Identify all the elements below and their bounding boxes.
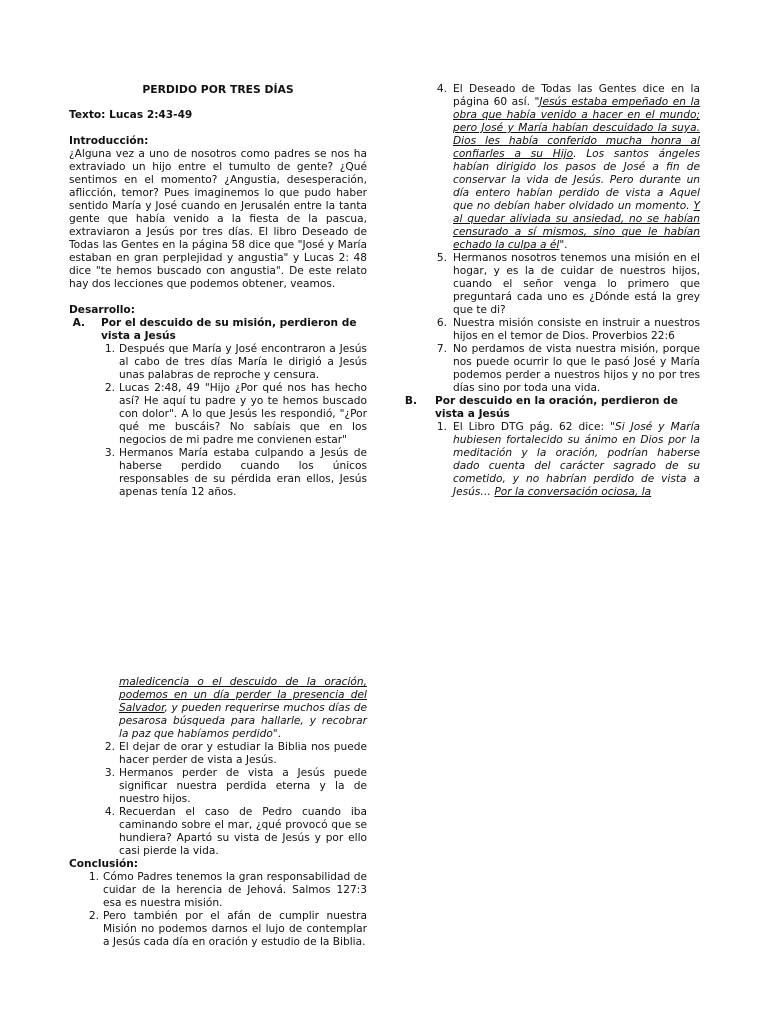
intro-heading: Introducción: — [69, 135, 149, 147]
list-item: 3. Hermanos perder de vista a Jesús puede significar nuestra perdida eterna y la de nuestro hijos. — [104, 767, 367, 805]
section-b-heading — [404, 395, 700, 421]
bottom-section — [69, 676, 367, 949]
scripture-reference: Texto: Lucas 2:43-49 — [69, 109, 193, 121]
item-4-text: El Deseado de Todas las Gentes dice en la página 60 así. "Jesús estaba empeñado en la obra que había venido a hacer en el mundo; pero José y María habían descuidado la suya. Dios les había conferido mucha honra al confiarles a su Hijo. Los santos ángeles habían dirigido los pasos de José a fin de conservar la vida de Jesús. Pero durante un día entero habían perdido de vista a Aquel que no debían haber olvidado un momento. Y al quedar aliviada su ansiedad, no se habían censurado a sí mismos, sino que le habían echado la culpa a él". — [453, 83, 701, 251]
section-a-title: Por el descuido de su misión, perdieron de vista a Jesús — [101, 317, 357, 342]
item-b1-text: El Libro DTG pág. 62 dice: "Si José y María hubiesen fortalecido su ánimo en Dios por la meditación y la oración, podrían haberse dado cuenta del carácter sagrado de su cometido, y no habrían perdido de vista a Jesús… Por la conversación ociosa, la — [453, 421, 701, 498]
section-b-title: Por descuido en la oración, perdieron de vista a Jesús — [435, 395, 678, 420]
list-item: 2. Pero también por el afán de cumplir nuestra Misión no podemos darnos el lujo de contemplar a Jesús cada día en oración y estudio de la Biblia. — [88, 910, 367, 948]
section-a-letter: A. — [72, 317, 85, 329]
right-column — [404, 83, 701, 499]
list-item: 4. Recuerdan el caso de Pedro cuando iba caminando sobre el mar, ¿qué provocó que se hundiera? Apartó su vista de Jesús y por ello casi pierde la vida. — [104, 806, 367, 857]
list-item: 1. El Libro DTG pág. 62 dice: "Si José y María hubiesen fortalecido su ánimo en Dios por la meditación y la oración, podrían haberse dado cuenta del carácter sagrado de su cometido, y no habrían perdido de vista a Jesús… Por la conversación ociosa, la — [436, 421, 701, 498]
desarrollo-heading: Desarrollo: — [69, 304, 135, 316]
list-item: 2. El dejar de orar y estudiar la Biblia nos puede hacer perder de vista a Jesús. — [104, 741, 367, 766]
list-item: 7. No perdamos de vista nuestra misión, porque nos puede ocurrir lo que le pasó José y María podemos perder a nuestros hijos y no por tres días sino por toda una vida. — [436, 343, 700, 394]
page-title: PERDIDO POR TRES DÍAS — [142, 83, 294, 96]
conclusion-heading: Conclusión: — [69, 858, 139, 870]
left-column — [69, 83, 367, 499]
section-a-heading — [69, 317, 367, 343]
intro-paragraph: ¿Alguna vez a uno de nosotros como padres se nos ha extraviado un hijo entre el tumulto de gente? ¿Qué sentimos en el momento? ¿Angustia, desesperación, aflicción, temor? Pues imaginemos lo que pudo haber sentido María y José cuando en Jerusalén entre la tanta gente que había venido a la fiesta de la pascua, extraviaron a Jesús por tres días. El libro Deseado de Todas las Gentes en la página 58 dice que "José y María estaban en gran perplejidad y angustia" y Lucas 2: 48 dice "te hemos buscado con angustia". De este relato hay dos lecciones que podemos obtener, veamos. — [69, 148, 367, 290]
list-item: 5. Hermanos nosotros tenemos una misión en el hogar, y es la de cuidar de nuestros hijos, cuando el señor venga lo primero que preguntará cada uno es ¿Dónde está la grey que te di? — [436, 252, 700, 316]
list-item: 2. Lucas 2:48, 49 "Hijo ¿Por qué nos has hecho así? He aquí tu padre y yo te hemos buscado con dolor". A lo que Jesús les respondió, "¿Por qué me buscáis? No sabíais que en los negocios de mi padre me convienen estar" — [104, 382, 367, 446]
list-item: 3. Hermanos María estaba culpando a Jesús de haberse perdido cuando los únicos responsables de su pérdida eran ellos, Jesús apenas tenía 12 años. — [104, 447, 367, 498]
list-item: 1. Después que María y José encontraron a Jesús al cabo de tres días María le dirigió a Jesús unas palabras de reproche y censura. — [104, 343, 367, 381]
list-item: 1. Cómo Padres tenemos la gran responsabilidad de cuidar de la herencia de Jehová. Salmos 127:3 esa es nuestra misión. — [88, 871, 367, 909]
list-item: 6. Nuestra misión consiste en instruir a nuestros hijos en el temor de Dios. Proverbios 22:6 — [436, 317, 700, 342]
list-item: 4. El Deseado de Todas las Gentes dice en la página 60 así. "Jesús estaba empeñado en la obra que había venido a hacer en el mundo; pero José y María habían descuidado la suya. Dios les había conferido mucha honra al confiarles a su Hijo. Los santos ángeles habían dirigido los pasos de José a fin de conservar la vida de Jesús. Pero durante un día entero habían perdido de vista a Aquel que no debían haber olvidado un momento. Y al quedar aliviada su ansiedad, no se habían censurado a sí mismos, sino que le habían echado la culpa a él". — [436, 83, 701, 251]
section-b-letter: B. — [404, 395, 417, 407]
continued-quote: maledicencia o el descuido de la oración, podemos en un día perder la presencia del Salvador, y pueden requerirse muchos días de pesarosa búsqueda para hallarle, y recobrar la paz que habíamos perdido". — [119, 676, 367, 740]
